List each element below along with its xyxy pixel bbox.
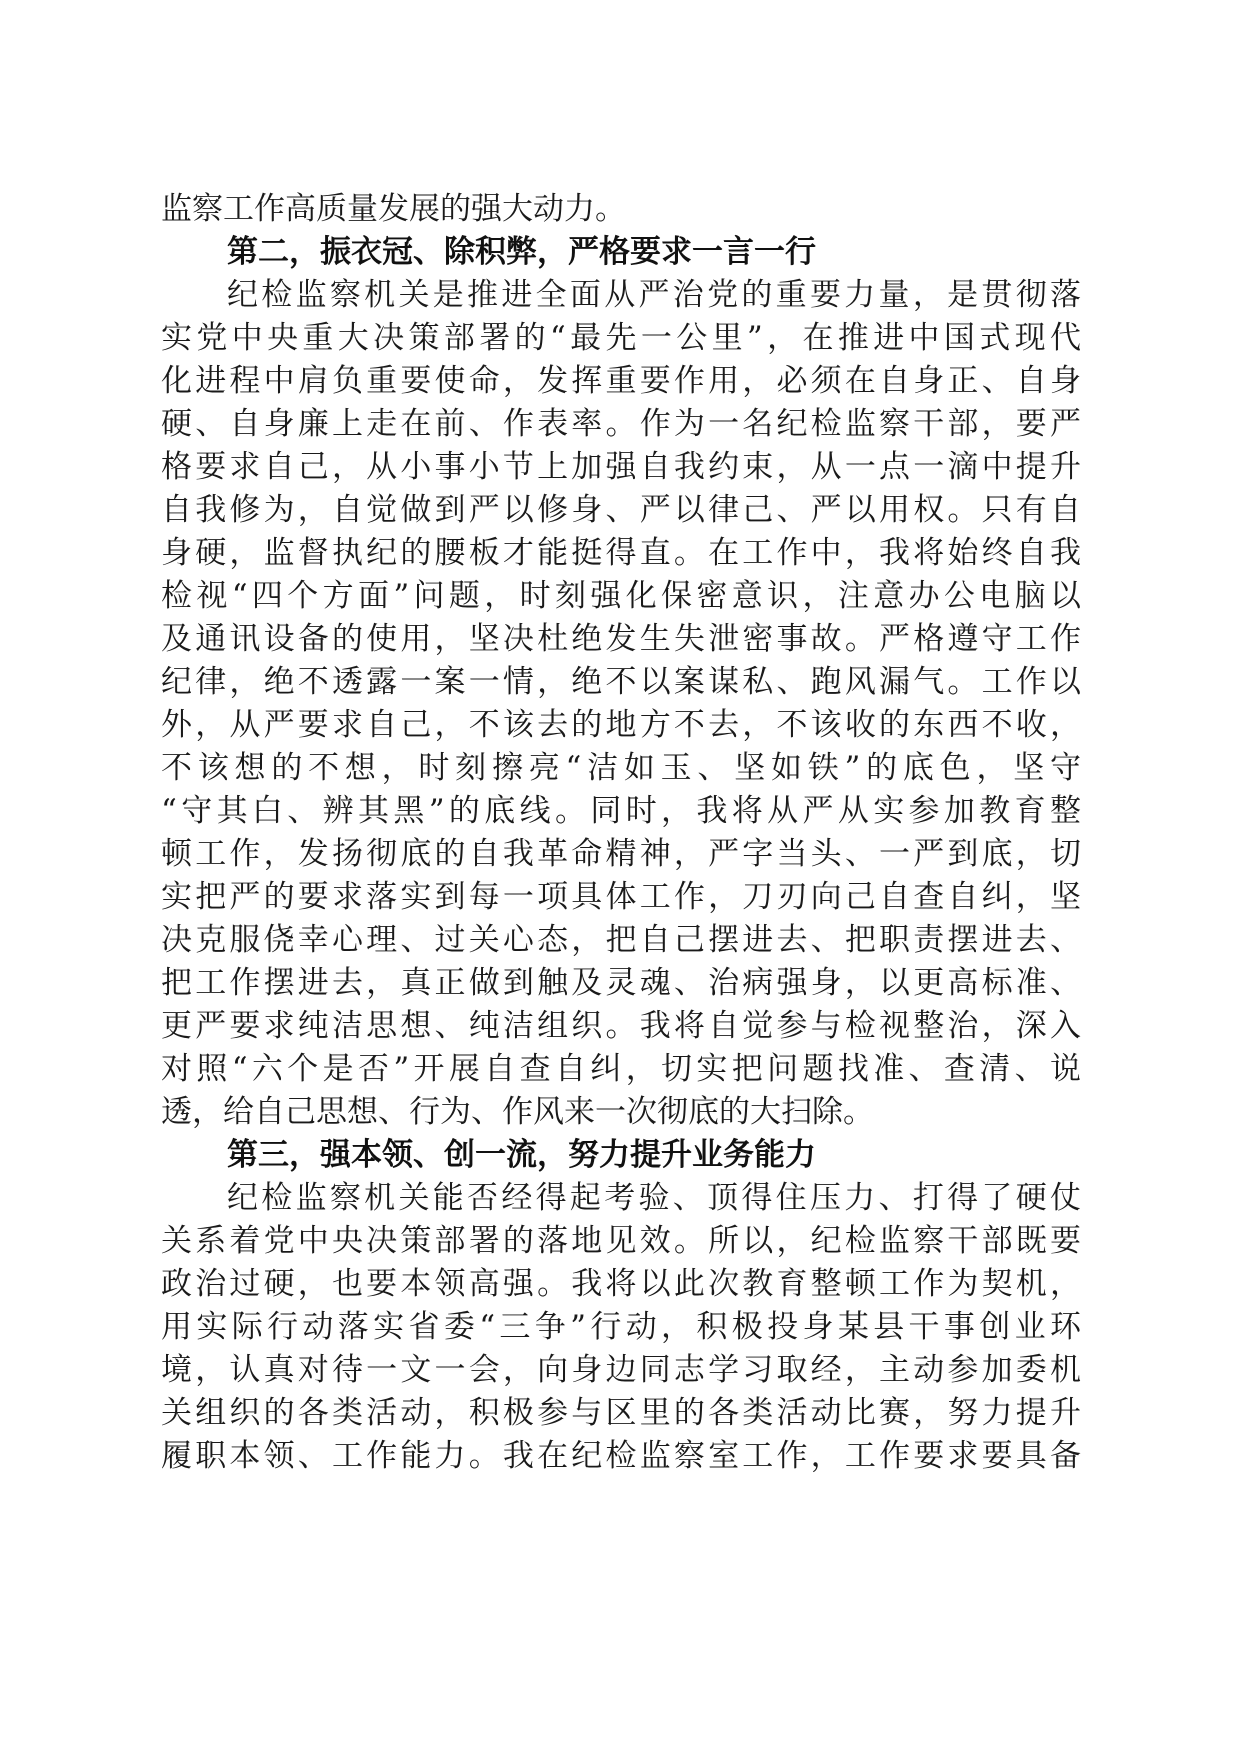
paragraph-line: 把工作摆进去，真正做到触及灵魂、治病强身，以更高标准、 — [161, 965, 1081, 1001]
paragraph-line: 实把严的要求落实到每一项具体工作，刀刃向己自查自纠，坚 — [161, 879, 1081, 915]
paragraph-line: 透，给自己思想、行为、作风来一次彻底的大扫除。 — [161, 1094, 874, 1130]
paragraph-line: 检视“四个方面”问题，时刻强化保密意识，注意办公电脑以 — [161, 578, 1081, 614]
document-page — [161, 188, 1081, 1478]
paragraph-line: 硬、自身廉上走在前、作表率。作为一名纪检监察干部，要严 — [161, 406, 1081, 442]
paragraph-line: 身硬，监督执纪的腰板才能挺得直。在工作中，我将始终自我 — [161, 535, 1081, 571]
paragraph-line: 纪检监察机关是推进全面从严治党的重要力量，是贯彻落 — [227, 277, 1081, 313]
paragraph-line: 顿工作，发扬彻底的自我革命精神，严字当头、一严到底，切 — [161, 836, 1081, 872]
paragraph-line: 纪律，绝不透露一案一情，绝不以案谋私、跑风漏气。工作以 — [161, 664, 1081, 700]
paragraph-line: 纪检监察机关能否经得起考验、顶得住压力、打得了硬仗 — [227, 1180, 1081, 1216]
paragraph-continued — [161, 188, 1081, 231]
section-heading-2: 第二，振衣冠、除积弊，严格要求一言一行 — [227, 234, 816, 270]
paragraph-line: 决克服侥幸心理、过关心态，把自己摆进去、把职责摆进去、 — [161, 922, 1081, 958]
paragraph-line: 实党中央重大决策部署的“最先一公里”，在推进中国式现代 — [161, 320, 1081, 356]
section-heading-3: 第三，强本领、创一流，努力提升业务能力 — [227, 1137, 816, 1173]
paragraph-line: 化进程中肩负重要使命，发挥重要作用，必须在自身正、自身 — [161, 363, 1081, 399]
paragraph-line: “守其白、辨其黑”的底线。同时，我将从严从实参加教育整 — [161, 793, 1081, 829]
paragraph-section-2 — [161, 274, 1081, 1134]
paragraph-line: 外，从严要求自己，不该去的地方不去，不该收的东西不收， — [161, 707, 1081, 743]
paragraph-line: 对照“六个是否”开展自查自纠，切实把问题找准、查清、说 — [161, 1051, 1081, 1087]
paragraph-line: 履职本领、工作能力。我在纪检监察室工作，工作要求要具备 — [161, 1438, 1081, 1474]
paragraph-line: 更严要求纯洁思想、纯洁组织。我将自觉参与检视整治，深入 — [161, 1008, 1081, 1044]
paragraph-line: 不该想的不想，时刻擦亮“洁如玉、坚如铁”的底色，坚守 — [161, 750, 1081, 786]
paragraph-line: 格要求自己，从小事小节上加强自我约束，从一点一滴中提升 — [161, 449, 1081, 485]
paragraph-line: 监察工作高质量发展的强大动力。 — [161, 191, 626, 227]
paragraph-line: 关系着党中央决策部署的落地见效。所以，纪检监察干部既要 — [161, 1223, 1081, 1259]
paragraph-line: 用实际行动落实省委“三争”行动，积极投身某县干事创业环 — [161, 1309, 1081, 1345]
paragraph-line: 及通讯设备的使用，坚决杜绝发生失泄密事故。严格遵守工作 — [161, 621, 1081, 657]
paragraph-line: 政治过硬，也要本领高强。我将以此次教育整顿工作为契机， — [161, 1266, 1081, 1302]
paragraph-section-3 — [161, 1177, 1081, 1478]
paragraph-line: 自我修为，自觉做到严以修身、严以律己、严以用权。只有自 — [161, 492, 1081, 528]
paragraph-line: 关组织的各类活动，积极参与区里的各类活动比赛，努力提升 — [161, 1395, 1081, 1431]
paragraph-line: 境，认真对待一文一会，向身边同志学习取经，主动参加委机 — [161, 1352, 1081, 1388]
